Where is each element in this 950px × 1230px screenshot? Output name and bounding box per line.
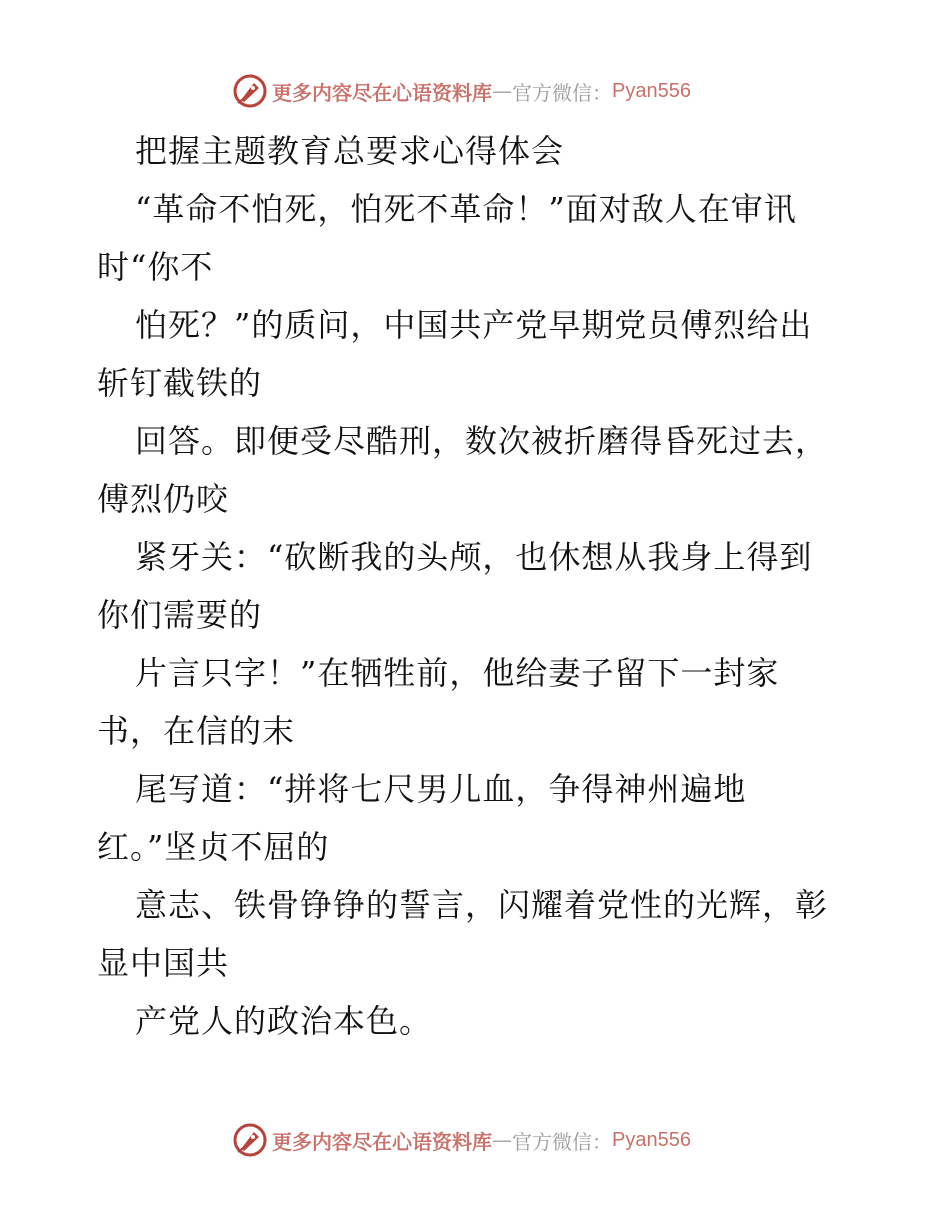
pen-nib-logo-icon [232, 1122, 268, 1158]
paragraph-line: 你们需要的 [97, 596, 263, 634]
banner-dash: — [492, 1128, 512, 1152]
banner-wechat-label: 官方微信： [512, 1129, 612, 1154]
paragraph-line: “革命不怕死，怕死不革命！”面对敌人在审讯 [135, 190, 797, 228]
document-body [97, 122, 867, 1050]
banner-wechat-id: Pyan556 [612, 1128, 691, 1151]
header-banner [232, 71, 691, 111]
paragraph-line: 傅烈仍咬 [97, 480, 230, 518]
paragraph-line: 紧牙关：“砍断我的头颅，也休想从我身上得到 [135, 538, 813, 576]
paragraph-line: 红。”坚贞不屈的 [97, 828, 330, 866]
paragraph-line: 产党人的政治本色。 [135, 1002, 433, 1040]
paragraph-line: 斩钉截铁的 [97, 364, 263, 402]
paragraph-line: 书，在信的末 [97, 712, 296, 750]
paragraph-line: 尾写道：“拼将七尺男儿血，争得神州遍地 [135, 770, 747, 808]
paragraph-line: 片言只字！”在牺牲前，他给妻子留下一封家 [135, 654, 780, 692]
banner-wechat-id: Pyan556 [612, 79, 691, 102]
banner-site-text: 更多内容尽在心语资料库 [272, 80, 492, 105]
document-title: 把握主题教育总要求心得体会 [135, 132, 565, 170]
pen-nib-logo-icon [232, 73, 268, 109]
paragraph-line: 显中国共 [97, 944, 230, 982]
paragraph-line: 回答。即便受尽酷刑，数次被折磨得昏死过去， [135, 422, 829, 460]
banner-wechat-label: 官方微信： [512, 80, 612, 105]
paragraph-line: 时“你不 [97, 248, 214, 286]
paragraph-line: 怕死？”的质问，中国共产党早期党员傅烈给出 [135, 306, 813, 344]
footer-banner [232, 1120, 691, 1160]
banner-site-text: 更多内容尽在心语资料库 [272, 1129, 492, 1154]
banner-dash: — [492, 79, 512, 103]
paragraph-line: 意志、铁骨铮铮的誓言，闪耀着党性的光辉，彰 [135, 886, 829, 924]
